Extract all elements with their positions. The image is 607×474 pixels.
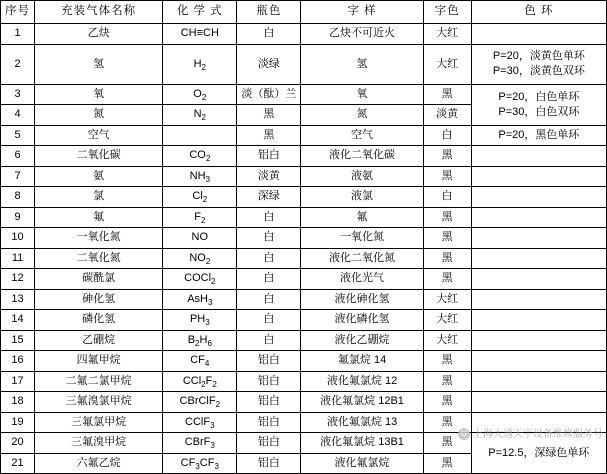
cell-gas-name: 一氧化氮 — [35, 228, 163, 249]
cell-serial-number: 1 — [1, 24, 35, 45]
cell-serial-number: 18 — [1, 392, 35, 413]
cell-bottle-color: 白 — [237, 24, 301, 45]
cell-serial-number: 7 — [1, 166, 35, 187]
cell-chemical-formula: $H_2$ — [163, 44, 237, 84]
cell-marking-text: 氟氯烷 14 — [301, 351, 423, 372]
cell-serial-number: 5 — [1, 125, 35, 146]
cell-bottle-color: 白 — [237, 207, 301, 228]
table-row — [1, 228, 607, 249]
cell-chemical-formula: $O_2$ — [163, 84, 237, 105]
cell-marking-text: 氧 — [301, 84, 423, 105]
cell-chemical-formula: $NO_2$ — [163, 248, 237, 269]
cell-gas-name: 二氟二氯甲烷 — [35, 371, 163, 392]
header-cell-no: 序号 — [1, 1, 35, 24]
cell-text-color: 黑 — [423, 84, 471, 105]
cell-text-color: 大红 — [423, 44, 471, 84]
table-row — [1, 166, 607, 187]
cell-text-color: 黑 — [423, 207, 471, 228]
cell-serial-number: 16 — [1, 351, 35, 372]
cell-color-ring — [471, 228, 606, 249]
cell-color-ring — [471, 187, 606, 208]
header-cell-ring: 色 环 — [471, 1, 606, 24]
cell-color-ring — [471, 351, 606, 372]
table-row — [1, 84, 607, 105]
table-body — [1, 24, 607, 474]
cell-chemical-formula: $B_2H_6$ — [163, 330, 237, 351]
header-cell-name: 充装气体名称 — [35, 1, 163, 24]
cell-marking-text: 一氧化氮 — [301, 228, 423, 249]
cell-gas-name: 碳酰氯 — [35, 269, 163, 290]
header-cell-text: 字 样 — [301, 1, 423, 24]
cell-text-color: 黑 — [423, 433, 471, 454]
cell-bottle-color: 铝白 — [237, 453, 301, 474]
cell-serial-number: 14 — [1, 310, 35, 331]
cell-serial-number: 2 — [1, 44, 35, 84]
cell-chemical-formula: COCl$_2$ — [163, 269, 237, 290]
cell-bottle-color: 白 — [237, 269, 301, 290]
cell-bottle-color: 铝白 — [237, 412, 301, 433]
cell-bottle-color: 黑 — [237, 125, 301, 146]
cell-serial-number: 3 — [1, 84, 35, 105]
table-header — [1, 1, 607, 24]
cell-serial-number: 20 — [1, 433, 35, 454]
cell-marking-text: 液化氟氯烷 12B1 — [301, 392, 423, 413]
cell-bottle-color: 白 — [237, 330, 301, 351]
cell-color-ring — [471, 392, 606, 413]
cell-chemical-formula: $CF_3CF_3$ — [163, 453, 237, 474]
cell-chemical-formula: CBrF$_3$ — [163, 433, 237, 454]
cell-chemical-formula: $CO_2$ — [163, 146, 237, 167]
cell-text-color: 黑 — [423, 371, 471, 392]
cell-gas-name: 氟 — [35, 207, 163, 228]
cell-gas-name: 砷化氢 — [35, 289, 163, 310]
cell-color-ring — [471, 330, 606, 351]
cell-color-ring: P=20，淡黄色单环 P=30，淡黄色双环 — [471, 44, 606, 84]
cell-bottle-color: 白 — [237, 310, 301, 331]
watermark-badge-icon: U — [458, 428, 470, 440]
table-row — [1, 125, 607, 146]
cell-text-color: 白 — [423, 187, 471, 208]
cell-bottle-color: 铝白 — [237, 146, 301, 167]
table-row — [1, 44, 607, 84]
cell-text-color: 黑 — [423, 248, 471, 269]
cell-marking-text: 液化氟氯烷 12 — [301, 371, 423, 392]
cell-color-ring — [471, 289, 606, 310]
cell-text-color: 黑 — [423, 351, 471, 372]
cell-chemical-formula: $PH_3$ — [163, 310, 237, 331]
cell-chemical-formula: CH≡CH — [163, 24, 237, 45]
cell-color-ring: P=20，黑色单环 — [471, 125, 606, 146]
cell-bottle-color: 黑 — [237, 105, 301, 126]
cell-chemical-formula: $N_2$ — [163, 105, 237, 126]
header-cell-bottle-color: 瓶色 — [237, 1, 301, 24]
cell-marking-text: 液化氟氯烷 13B1 — [301, 433, 423, 454]
cell-color-ring — [471, 269, 606, 290]
cell-color-ring: P=12.5，深绿色单环 — [471, 433, 606, 474]
cell-text-color: 大红 — [423, 24, 471, 45]
table-row — [1, 269, 607, 290]
cell-chemical-formula: $CF_4$ — [163, 351, 237, 372]
cell-bottle-color: 淡黄 — [237, 166, 301, 187]
cell-bottle-color: 白 — [237, 289, 301, 310]
cell-color-ring — [471, 310, 606, 331]
table-row — [1, 187, 607, 208]
cell-gas-name: 三氟溴甲烷 — [35, 433, 163, 454]
cell-gas-name: 氮 — [35, 105, 163, 126]
cell-serial-number: 12 — [1, 269, 35, 290]
cell-marking-text: 乙炔不可近火 — [301, 24, 423, 45]
cell-chemical-formula: $CCl_2F_2$ — [163, 371, 237, 392]
cell-marking-text: 液化砷化氢 — [301, 289, 423, 310]
cell-gas-name: 氧 — [35, 84, 163, 105]
cell-serial-number: 15 — [1, 330, 35, 351]
cell-marking-text: 液化氟氯烷 13 — [301, 412, 423, 433]
cell-text-color: 大红 — [423, 330, 471, 351]
cell-gas-name: 乙炔 — [35, 24, 163, 45]
cell-color-ring — [471, 24, 606, 45]
cell-text-color: 黑 — [423, 146, 471, 167]
cell-bottle-color: 铝白 — [237, 392, 301, 413]
cell-gas-name: 二氧化碳 — [35, 146, 163, 167]
cell-bottle-color: 铝白 — [237, 371, 301, 392]
header-cell-text-color: 字色 — [423, 1, 471, 24]
cell-marking-text: 氢 — [301, 44, 423, 84]
cell-marking-text: 液化光气 — [301, 269, 423, 290]
cell-text-color: 黑 — [423, 453, 471, 474]
cell-text-color: 黑 — [423, 269, 471, 290]
cell-bottle-color: 白 — [237, 228, 301, 249]
cell-marking-text: 液化乙硼烷 — [301, 330, 423, 351]
cell-gas-name: 空气 — [35, 125, 163, 146]
table-row — [1, 330, 607, 351]
cell-gas-name: 氯 — [35, 187, 163, 208]
cell-serial-number: 13 — [1, 289, 35, 310]
cell-serial-number: 17 — [1, 371, 35, 392]
table-row — [1, 310, 607, 331]
cell-color-ring — [471, 166, 606, 187]
cell-bottle-color: 淡绿 — [237, 44, 301, 84]
cell-color-ring — [471, 146, 606, 167]
cell-chemical-formula: $NH_3$ — [163, 166, 237, 187]
cell-gas-name: 二氧化氮 — [35, 248, 163, 269]
table-row — [1, 392, 607, 413]
cell-gas-name: 六氟乙烷 — [35, 453, 163, 474]
cell-serial-number: 21 — [1, 453, 35, 474]
cell-text-color: 淡黄 — [423, 105, 471, 126]
cell-color-ring — [471, 207, 606, 228]
cell-bottle-color: 淡（酞）兰 — [237, 84, 301, 105]
table-row — [1, 371, 607, 392]
cell-chemical-formula: CClF$_3$ — [163, 412, 237, 433]
cell-gas-name: 四氟甲烷 — [35, 351, 163, 372]
cell-serial-number: 4 — [1, 105, 35, 126]
cell-text-color: 黑 — [423, 412, 471, 433]
cell-serial-number: 11 — [1, 248, 35, 269]
table-row — [1, 351, 607, 372]
cell-marking-text: 液化氟氯烷 — [301, 453, 423, 474]
cell-gas-name: 三氟氯甲烷 — [35, 412, 163, 433]
cell-text-color: 黑 — [423, 228, 471, 249]
cell-bottle-color: 铝白 — [237, 433, 301, 454]
cell-gas-name: 乙硼烷 — [35, 330, 163, 351]
cell-gas-name: 磷化氢 — [35, 310, 163, 331]
cell-bottle-color: 深绿 — [237, 187, 301, 208]
table-row — [1, 248, 607, 269]
cell-marking-text: 液化二氧化氮 — [301, 248, 423, 269]
cell-marking-text: 液氯 — [301, 187, 423, 208]
cell-text-color: 黑 — [423, 392, 471, 413]
cell-marking-text: 液化磷化氢 — [301, 310, 423, 331]
cell-color-ring — [471, 371, 606, 392]
cell-bottle-color: 白 — [237, 248, 301, 269]
table-row — [1, 146, 607, 167]
table-row — [1, 433, 607, 454]
cell-gas-name: 氢 — [35, 44, 163, 84]
cell-serial-number: 19 — [1, 412, 35, 433]
cell-marking-text: 空气 — [301, 125, 423, 146]
watermark-text: 上海大通天宇设备维修服务号 — [473, 428, 603, 440]
cell-text-color: 大红 — [423, 289, 471, 310]
cell-marking-text: 氮 — [301, 105, 423, 126]
cell-color-ring — [471, 248, 606, 269]
cell-chemical-formula: $F_2$ — [163, 207, 237, 228]
cell-marking-text: 液化二氧化碳 — [301, 146, 423, 167]
header-row — [1, 1, 607, 24]
cell-text-color: 白 — [423, 125, 471, 146]
cell-serial-number: 10 — [1, 228, 35, 249]
cell-text-color: 大红 — [423, 310, 471, 331]
cell-chemical-formula: AsH$_3$ — [163, 289, 237, 310]
cell-serial-number: 9 — [1, 207, 35, 228]
table-row — [1, 412, 607, 433]
cell-chemical-formula: CBrClF$_2$ — [163, 392, 237, 413]
header-cell-formula: 化 学 式 — [163, 1, 237, 24]
cell-text-color: 黑 — [423, 166, 471, 187]
cell-chemical-formula: $Cl_2$ — [163, 187, 237, 208]
cell-gas-name: 三氟溴氯甲烷 — [35, 392, 163, 413]
table-row — [1, 24, 607, 45]
cell-marking-text: 液氨 — [301, 166, 423, 187]
cell-serial-number: 6 — [1, 146, 35, 167]
cell-chemical-formula — [163, 125, 237, 146]
table-row — [1, 207, 607, 228]
cell-chemical-formula: NO — [163, 228, 237, 249]
table-row — [1, 289, 607, 310]
cell-marking-text: 氟 — [301, 207, 423, 228]
cell-gas-name: 氨 — [35, 166, 163, 187]
cell-color-ring: P=20，白色单环 P=30，白色双环 — [471, 84, 606, 125]
cell-serial-number: 8 — [1, 187, 35, 208]
cell-color-ring — [471, 412, 606, 433]
cell-bottle-color: 铝白 — [237, 351, 301, 372]
